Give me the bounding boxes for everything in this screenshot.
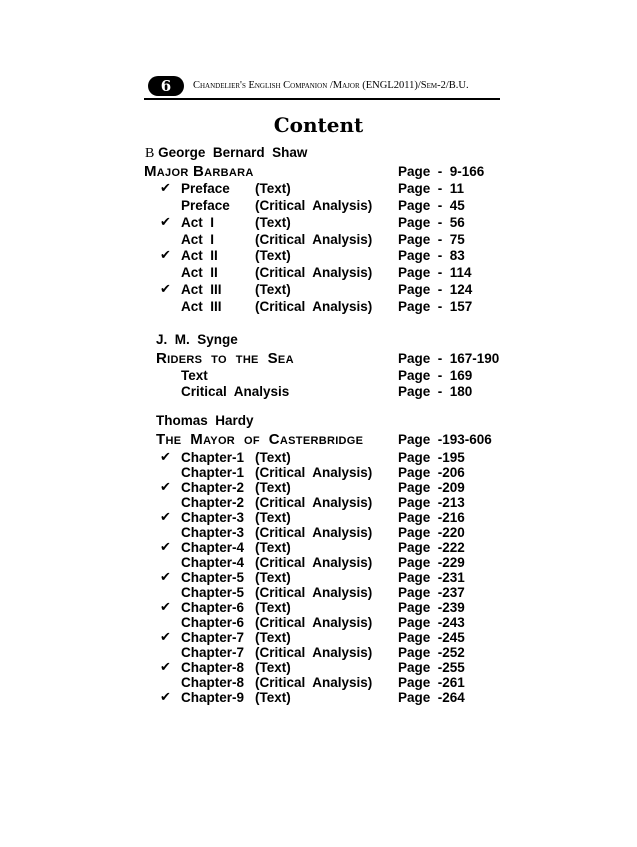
entry-label: Chapter-6 [181,600,245,615]
entry-detail: (Text) [255,181,291,196]
work-title: Major Barbara [144,163,254,180]
entry-label: Chapter-9 [181,690,245,705]
toc-entry [0,615,637,631]
author-name-text: George Bernard Shaw [158,145,308,160]
entry-page: Page -195 [398,450,465,465]
toc-entry [0,384,637,400]
entry-page: Page - 124 [398,282,473,297]
entry-detail: (Critical Analysis) [255,525,373,540]
entry-label: Chapter-1 [181,465,245,480]
toc-entry [0,495,637,511]
entry-label: Chapter-5 [181,585,245,600]
toc-entry [0,282,637,298]
toc-entry [0,570,637,586]
author-initial: B [145,146,155,161]
entry-label: Chapter-2 [181,495,245,510]
toc-entry [0,645,637,661]
entry-label: Chapter-7 [181,645,245,660]
entry-page: Page -239 [398,600,465,615]
entry-page: Page -261 [398,675,465,690]
entry-label: Chapter-5 [181,570,245,585]
entry-label: Act III [181,299,222,314]
entry-label: Preface [181,181,230,196]
entry-detail: (Text) [255,248,291,263]
entry-label: Chapter-2 [181,480,245,495]
entry-page: Page - 45 [398,198,465,213]
entry-page: Page -231 [398,570,465,585]
checkmark-icon: ✔ [160,510,171,525]
work-page-range: Page - 167-190 [398,351,500,366]
checkmark-icon: ✔ [160,450,171,465]
entry-page: Page -222 [398,540,465,555]
entry-label: Chapter-3 [181,525,245,540]
toc-entry [0,215,637,231]
entry-label: Act I [181,215,215,230]
entry-page: Page -220 [398,525,465,540]
entry-page: Page - 169 [398,368,473,383]
toc-entry [0,198,637,214]
entry-page: Page -243 [398,615,465,630]
entry-detail: (Critical Analysis) [255,675,373,690]
checkmark-icon: ✔ [160,215,171,230]
entry-label: Critical Analysis [181,384,290,399]
entry-detail: (Critical Analysis) [255,465,373,480]
running-head-text: Chandelier's English Companion /Major (ENGL2011)/Sem-2/B.U. [193,80,469,91]
toc-entry [0,540,637,556]
checkmark-icon: ✔ [160,181,171,196]
entry-label: Chapter-4 [181,555,245,570]
entry-label: Act II [181,265,218,280]
toc-entry [0,555,637,571]
work-title: The Mayor of Casterbridge [156,431,364,448]
entry-detail: (Text) [255,630,291,645]
entry-detail: (Text) [255,570,291,585]
toc-entry [0,660,637,676]
checkmark-icon: ✔ [160,660,171,675]
checkmark-icon: ✔ [160,248,171,263]
running-header [144,76,500,100]
toc-entry [0,265,637,281]
entry-detail: (Text) [255,480,291,495]
checkmark-icon: ✔ [160,480,171,495]
entry-page: Page - 56 [398,215,465,230]
entry-page: Page - 83 [398,248,465,263]
checkmark-icon: ✔ [160,690,171,705]
toc-entry [0,585,637,601]
entry-detail: (Text) [255,690,291,705]
author-name [156,413,254,428]
entry-detail: (Text) [255,540,291,555]
entry-label: Text [181,368,208,383]
entry-label: Chapter-3 [181,510,245,525]
entry-label: Act III [181,282,222,297]
entry-page: Page -216 [398,510,465,525]
checkmark-icon: ✔ [160,600,171,615]
entry-detail: (Critical Analysis) [255,585,373,600]
entry-label: Preface [181,198,230,213]
entry-detail: (Critical Analysis) [255,615,373,630]
entry-detail: (Critical Analysis) [255,555,373,570]
toc-entry [0,480,637,496]
entry-detail: (Text) [255,450,291,465]
entry-label: Act II [181,248,218,263]
toc-entry [0,675,637,691]
checkmark-icon: ✔ [160,282,171,297]
entry-page: Page -252 [398,645,465,660]
entry-detail: (Critical Analysis) [255,645,373,660]
entry-page: Page -245 [398,630,465,645]
entry-detail: (Text) [255,282,291,297]
entry-page: Page - 157 [398,299,473,314]
entry-detail: (Critical Analysis) [255,198,373,213]
checkmark-icon: ✔ [160,570,171,585]
entry-detail: (Text) [255,660,291,675]
entry-detail: (Critical Analysis) [255,299,373,314]
work-page-range: Page -193-606 [398,432,492,447]
toc-entry [0,181,637,197]
work-page-range: Page - 9-166 [398,164,485,179]
entry-detail: (Text) [255,600,291,615]
entry-page: Page - 180 [398,384,473,399]
author-name [145,145,307,162]
entry-page: Page - 75 [398,232,465,247]
toc-entry [0,450,637,466]
toc-entry [0,368,637,384]
entry-page: Page -209 [398,480,465,495]
page-number-badge: 6 [148,76,184,96]
toc-entry [0,525,637,541]
entry-label: Chapter-1 [181,450,245,465]
entry-detail: (Text) [255,510,291,525]
author-name-text: Thomas Hardy [156,413,254,428]
entry-detail: (Critical Analysis) [255,495,373,510]
entry-page: Page -229 [398,555,465,570]
entry-page: Page - 114 [398,265,472,280]
entry-label: Chapter-7 [181,630,245,645]
entry-label: Chapter-8 [181,675,245,690]
work-title: Riders to the Sea [156,350,294,367]
toc-entry [0,600,637,616]
toc-entry [0,690,637,706]
toc-entry [0,510,637,526]
entry-page: Page -206 [398,465,465,480]
author-name [156,332,238,347]
toc-entry [0,232,637,248]
checkmark-icon: ✔ [160,630,171,645]
toc-entry [0,630,637,646]
author-name-text: J. M. Synge [156,332,238,347]
entry-page: Page -264 [398,690,465,705]
entry-label: Chapter-6 [181,615,245,630]
toc-entry [0,248,637,264]
entry-page: Page -213 [398,495,465,510]
entry-detail: (Critical Analysis) [255,232,373,247]
entry-page: Page -237 [398,585,465,600]
page-title: Content [273,113,364,137]
entry-detail: (Critical Analysis) [255,265,373,280]
entry-label: Act I [181,232,215,247]
entry-detail: (Text) [255,215,291,230]
toc-entry [0,465,637,481]
entry-page: Page - 11 [398,181,465,196]
checkmark-icon: ✔ [160,540,171,555]
entry-label: Chapter-8 [181,660,245,675]
entry-label: Chapter-4 [181,540,245,555]
toc-entry [0,299,637,315]
entry-page: Page -255 [398,660,465,675]
